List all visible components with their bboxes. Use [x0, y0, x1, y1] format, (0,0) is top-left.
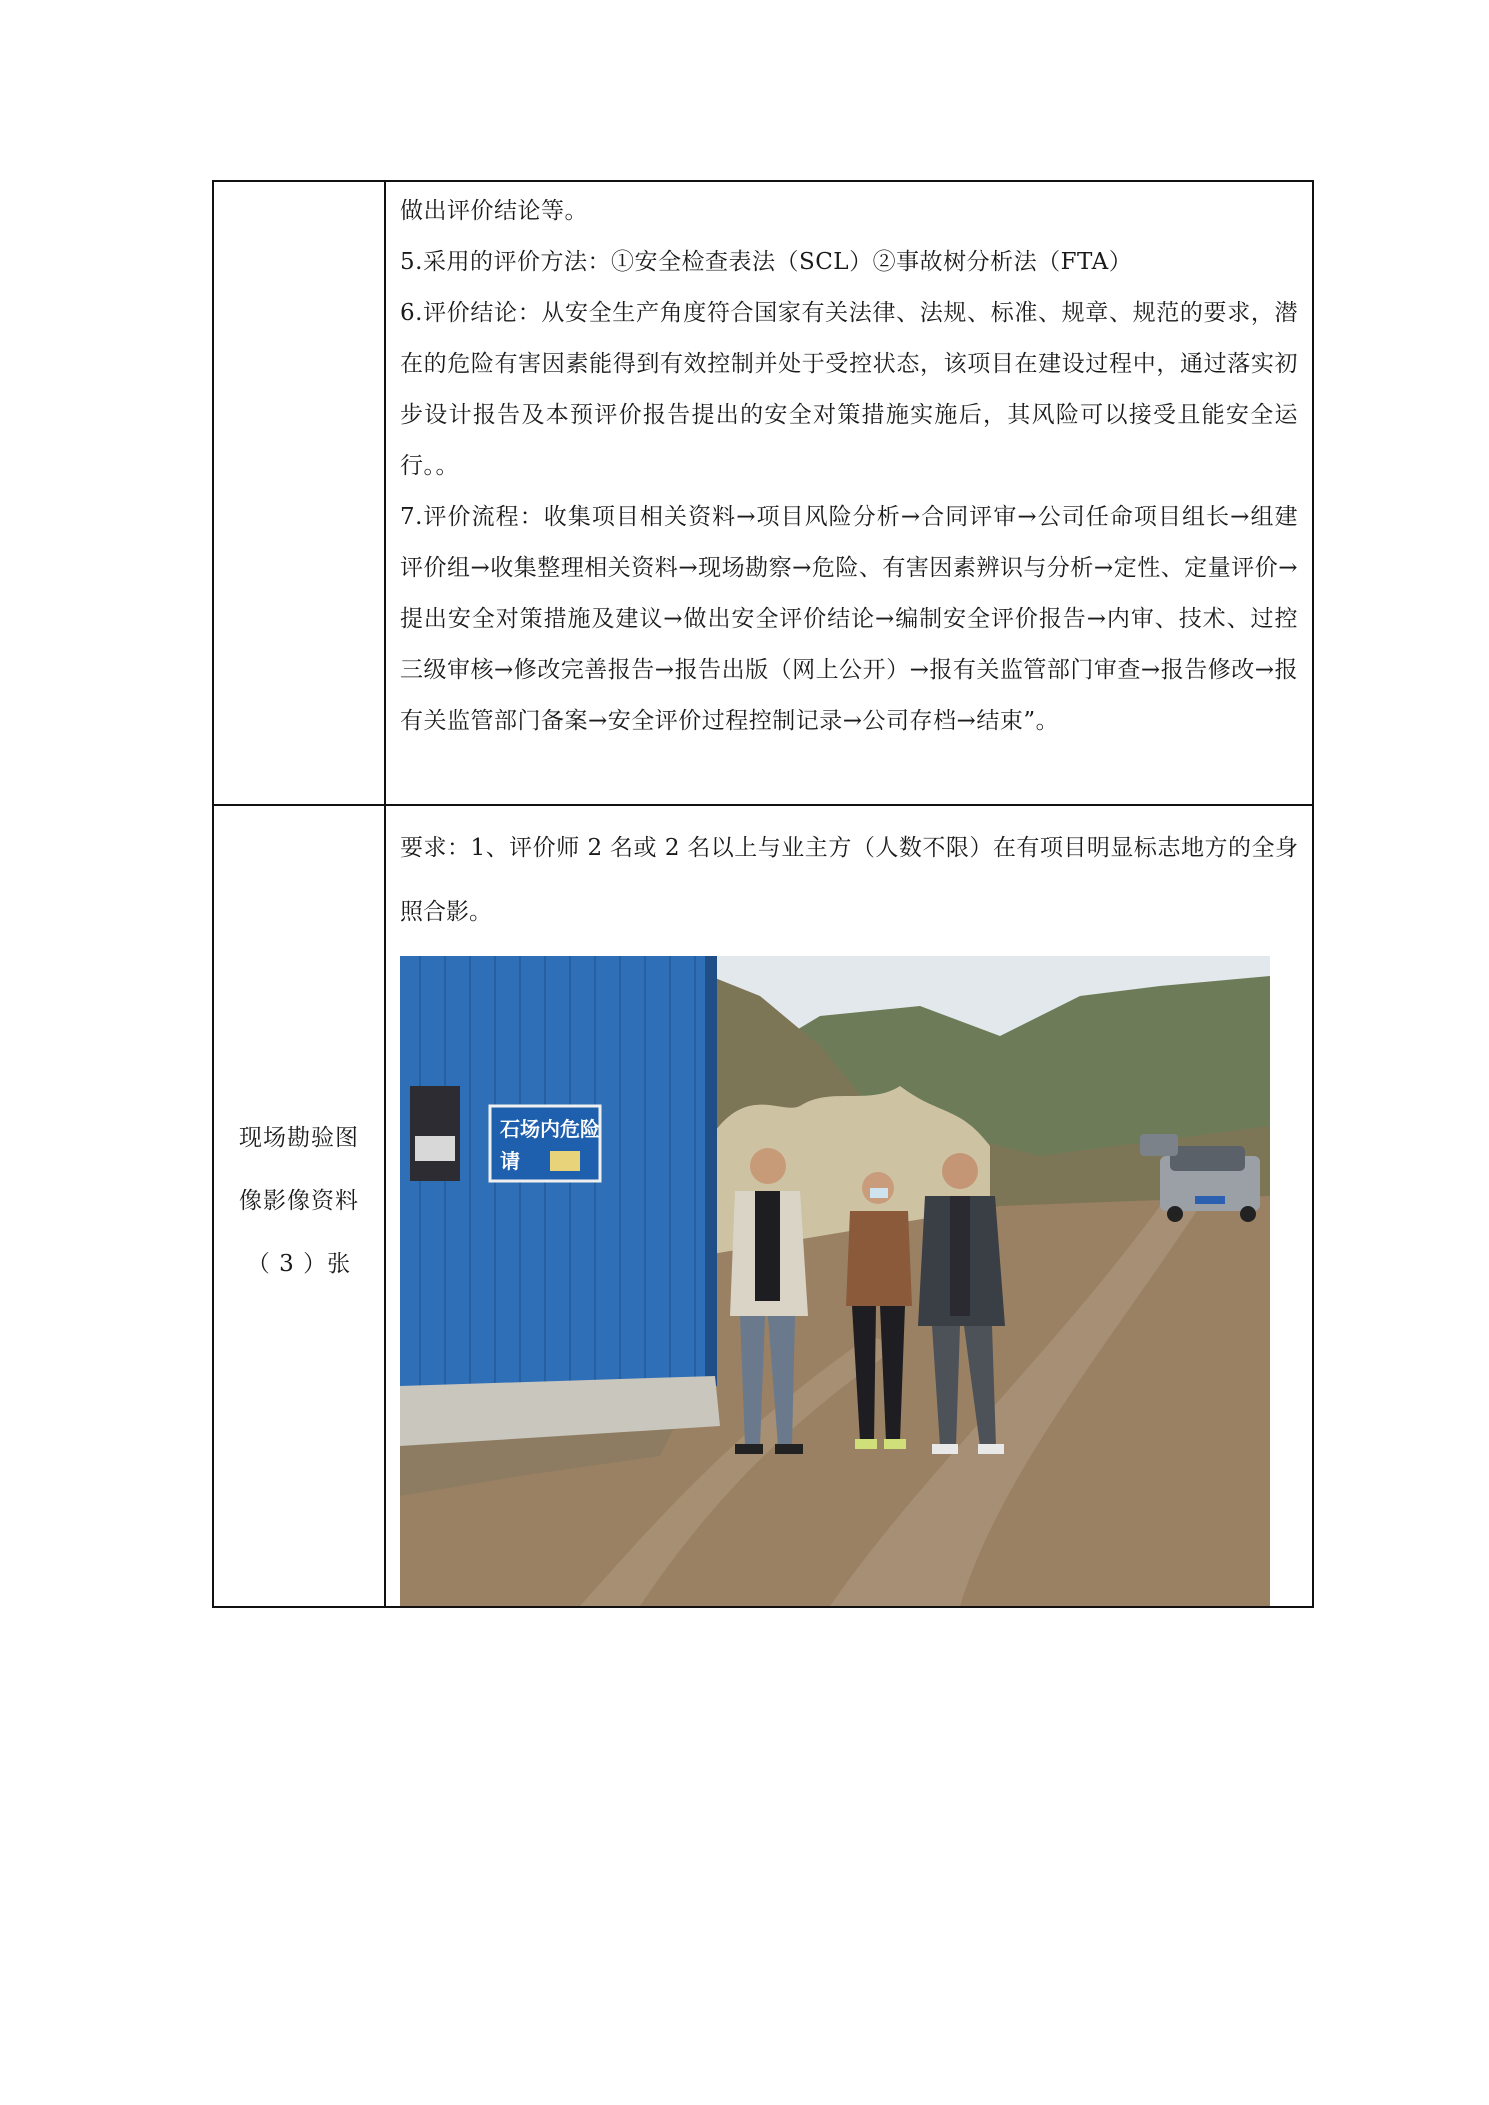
paragraph-process: 7.评价流程：收集项目相关资料→项目风险分析→合同评审→公司任命项目组长→组建评价组→收集整理相关资料→现场勘察→危险、有害因素辨识与分析→定性、定量评价→提出安全对策措施及建议→做出安全评价结论→编制安全评价报告→内审、技术、过控三级审核→修改完善报告→报告出版（网上公开）→报有关监管部门审查→报告修改→报有关监管部门备案→安全评价过程控制记录→公司存档→结束”。 [400, 504, 1298, 734]
label-line-3: （ 3 ）张 [246, 1250, 352, 1277]
photo-requirement-text: 要求：1、评价师 2 名或 2 名以上与业主方（人数不限）在有项目明显标志地方的全身照合影。 [400, 835, 1298, 925]
site-photo-content-cell [385, 805, 1313, 1607]
paragraph-methods: 5.采用的评价方法：①安全检查表法（SCL）②事故树分析法（FTA） [400, 249, 1133, 275]
site-photo-label [214, 1107, 384, 1296]
label-cell-empty [213, 181, 385, 805]
table-row-evaluation [213, 181, 1313, 805]
photo-poster-car [415, 1136, 455, 1161]
photo-poster-dark [410, 1086, 460, 1181]
photo-sign-text-1: 石场内危险 [500, 1117, 600, 1141]
document-table [212, 180, 1314, 1608]
label-line-1: 现场勘验图 [239, 1124, 359, 1151]
site-photo-label-cell [213, 805, 385, 1607]
evaluation-content-cell [385, 181, 1313, 805]
table-row-site-photos [213, 805, 1313, 1607]
photo-wall-edge [705, 956, 717, 1386]
paragraph-conclusion: 6.评价结论：从安全生产角度符合国家有关法律、法规、标准、规章、规范的要求，潜在的危险有害因素能得到有效控制并处于受控状态，该项目在建设过程中，通过落实初步设计报告及本预评价报告提出的安全对策措施实施后，其风险可以接受且能安全运行。。 [400, 300, 1298, 479]
paragraph-conclusion-tail: 做出评价结论等。 [400, 198, 588, 224]
photo-car-distant [1140, 1134, 1178, 1156]
site-group-photo [400, 956, 1270, 1606]
label-line-2: 像影像资料 [239, 1187, 359, 1214]
photo-sign-text-2: 请 [500, 1149, 520, 1173]
photo-sign-sticker [550, 1151, 580, 1171]
photo-suv-silver [1160, 1146, 1260, 1222]
